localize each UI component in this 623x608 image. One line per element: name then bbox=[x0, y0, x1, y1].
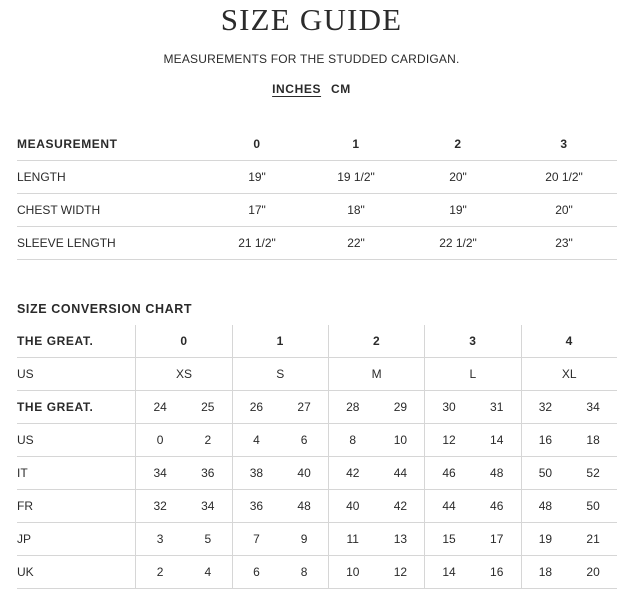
table-cell: 22" bbox=[307, 227, 405, 260]
table-cell: 16 bbox=[473, 556, 521, 589]
table-cell: 32 bbox=[136, 490, 184, 523]
table-cell: 48 bbox=[280, 490, 328, 523]
table-cell: 4 bbox=[232, 424, 280, 457]
header-size-0: 0 bbox=[207, 128, 307, 161]
table-cell: 50 bbox=[521, 457, 569, 490]
table-cell: 40 bbox=[328, 490, 376, 523]
table-cell: 23" bbox=[511, 227, 617, 260]
row-label: IT bbox=[17, 457, 136, 490]
size-group-header: 3 bbox=[425, 325, 521, 358]
table-row bbox=[17, 490, 617, 523]
letter-size-cell: S bbox=[232, 358, 328, 391]
table-cell: 20" bbox=[511, 194, 617, 227]
table-cell: 36 bbox=[184, 457, 232, 490]
table-cell: 46 bbox=[473, 490, 521, 523]
conversion-letter-row bbox=[17, 358, 617, 391]
conversion-chart-title: SIZE CONVERSION CHART bbox=[17, 302, 193, 316]
table-cell: 9 bbox=[280, 523, 328, 556]
table-cell: 27 bbox=[280, 391, 328, 424]
table-cell: 18" bbox=[307, 194, 405, 227]
table-cell: 6 bbox=[280, 424, 328, 457]
row-label: US bbox=[17, 358, 136, 391]
letter-size-cell: L bbox=[425, 358, 521, 391]
table-cell: 28 bbox=[328, 391, 376, 424]
measurement-label: LENGTH bbox=[17, 161, 207, 194]
header-size-3: 3 bbox=[511, 128, 617, 161]
table-cell: 38 bbox=[232, 457, 280, 490]
table-cell: 25 bbox=[184, 391, 232, 424]
table-cell: 40 bbox=[280, 457, 328, 490]
table-cell: 20" bbox=[405, 161, 511, 194]
row-label: THE GREAT. bbox=[17, 391, 136, 424]
table-cell: 12 bbox=[377, 556, 425, 589]
table-cell: 48 bbox=[473, 457, 521, 490]
size-conversion-table bbox=[17, 325, 617, 589]
table-row bbox=[17, 194, 617, 227]
table-cell: 6 bbox=[232, 556, 280, 589]
table-cell: 17" bbox=[207, 194, 307, 227]
table-cell: 42 bbox=[377, 490, 425, 523]
table-cell: 0 bbox=[136, 424, 184, 457]
size-group-header: 0 bbox=[136, 325, 232, 358]
table-cell: 36 bbox=[232, 490, 280, 523]
table-cell: 18 bbox=[569, 424, 617, 457]
measurement-label: SLEEVE LENGTH bbox=[17, 227, 207, 260]
row-label: JP bbox=[17, 523, 136, 556]
size-group-header: 1 bbox=[232, 325, 328, 358]
table-cell: 14 bbox=[425, 556, 473, 589]
table-cell: 46 bbox=[425, 457, 473, 490]
table-cell: 30 bbox=[425, 391, 473, 424]
table-cell: 22 1/2" bbox=[405, 227, 511, 260]
row-label: THE GREAT. bbox=[17, 325, 136, 358]
table-cell: 14 bbox=[473, 424, 521, 457]
size-group-header: 2 bbox=[328, 325, 424, 358]
table-cell: 13 bbox=[377, 523, 425, 556]
table-cell: 52 bbox=[569, 457, 617, 490]
table-row bbox=[17, 424, 617, 457]
table-cell: 16 bbox=[521, 424, 569, 457]
table-cell: 11 bbox=[328, 523, 376, 556]
table-cell: 26 bbox=[232, 391, 280, 424]
table-cell: 21 1/2" bbox=[207, 227, 307, 260]
table-row bbox=[17, 556, 617, 589]
page-subtitle: MEASUREMENTS FOR THE STUDDED CARDIGAN. bbox=[163, 52, 460, 66]
table-row bbox=[17, 227, 617, 260]
unit-toggle bbox=[0, 82, 623, 96]
table-cell: 32 bbox=[521, 391, 569, 424]
table-row bbox=[17, 161, 617, 194]
size-group-header: 4 bbox=[521, 325, 617, 358]
letter-size-cell: M bbox=[328, 358, 424, 391]
measurement-label: CHEST WIDTH bbox=[17, 194, 207, 227]
table-cell: 18 bbox=[521, 556, 569, 589]
header-size-1: 1 bbox=[307, 128, 405, 161]
table-row bbox=[17, 391, 617, 424]
table-cell: 50 bbox=[569, 490, 617, 523]
header-measurement: MEASUREMENT bbox=[17, 128, 207, 161]
table-cell: 34 bbox=[184, 490, 232, 523]
table-cell: 34 bbox=[136, 457, 184, 490]
table-cell: 42 bbox=[328, 457, 376, 490]
table-cell: 17 bbox=[473, 523, 521, 556]
table-cell: 8 bbox=[280, 556, 328, 589]
table-cell: 8 bbox=[328, 424, 376, 457]
table-cell: 7 bbox=[232, 523, 280, 556]
table-cell: 20 bbox=[569, 556, 617, 589]
page-title: SIZE GUIDE bbox=[220, 2, 403, 37]
table-cell: 3 bbox=[136, 523, 184, 556]
table-cell: 5 bbox=[184, 523, 232, 556]
table-cell: 31 bbox=[473, 391, 521, 424]
measurements-table bbox=[17, 128, 617, 260]
table-cell: 48 bbox=[521, 490, 569, 523]
row-label: UK bbox=[17, 556, 136, 589]
table-cell: 34 bbox=[569, 391, 617, 424]
table-cell: 10 bbox=[328, 556, 376, 589]
table-cell: 19" bbox=[207, 161, 307, 194]
conversion-rows bbox=[17, 391, 617, 589]
header-size-2: 2 bbox=[405, 128, 511, 161]
conversion-header-row bbox=[17, 325, 617, 358]
table-cell: 10 bbox=[377, 424, 425, 457]
table-cell: 44 bbox=[377, 457, 425, 490]
table-cell: 4 bbox=[184, 556, 232, 589]
measurements-header-row bbox=[17, 128, 617, 161]
table-row bbox=[17, 523, 617, 556]
table-cell: 15 bbox=[425, 523, 473, 556]
letter-size-cell: XS bbox=[136, 358, 232, 391]
unit-tab-cm[interactable]: CM bbox=[331, 82, 351, 96]
table-cell: 12 bbox=[425, 424, 473, 457]
table-cell: 2 bbox=[136, 556, 184, 589]
row-label: FR bbox=[17, 490, 136, 523]
row-label: US bbox=[17, 424, 136, 457]
table-cell: 19 1/2" bbox=[307, 161, 405, 194]
table-cell: 29 bbox=[377, 391, 425, 424]
table-cell: 24 bbox=[136, 391, 184, 424]
table-row bbox=[17, 457, 617, 490]
table-cell: 21 bbox=[569, 523, 617, 556]
table-cell: 2 bbox=[184, 424, 232, 457]
unit-tab-inches[interactable]: INCHES bbox=[272, 82, 322, 96]
letter-size-cell: XL bbox=[521, 358, 617, 391]
table-cell: 44 bbox=[425, 490, 473, 523]
table-cell: 19 bbox=[521, 523, 569, 556]
table-cell: 20 1/2" bbox=[511, 161, 617, 194]
table-cell: 19" bbox=[405, 194, 511, 227]
